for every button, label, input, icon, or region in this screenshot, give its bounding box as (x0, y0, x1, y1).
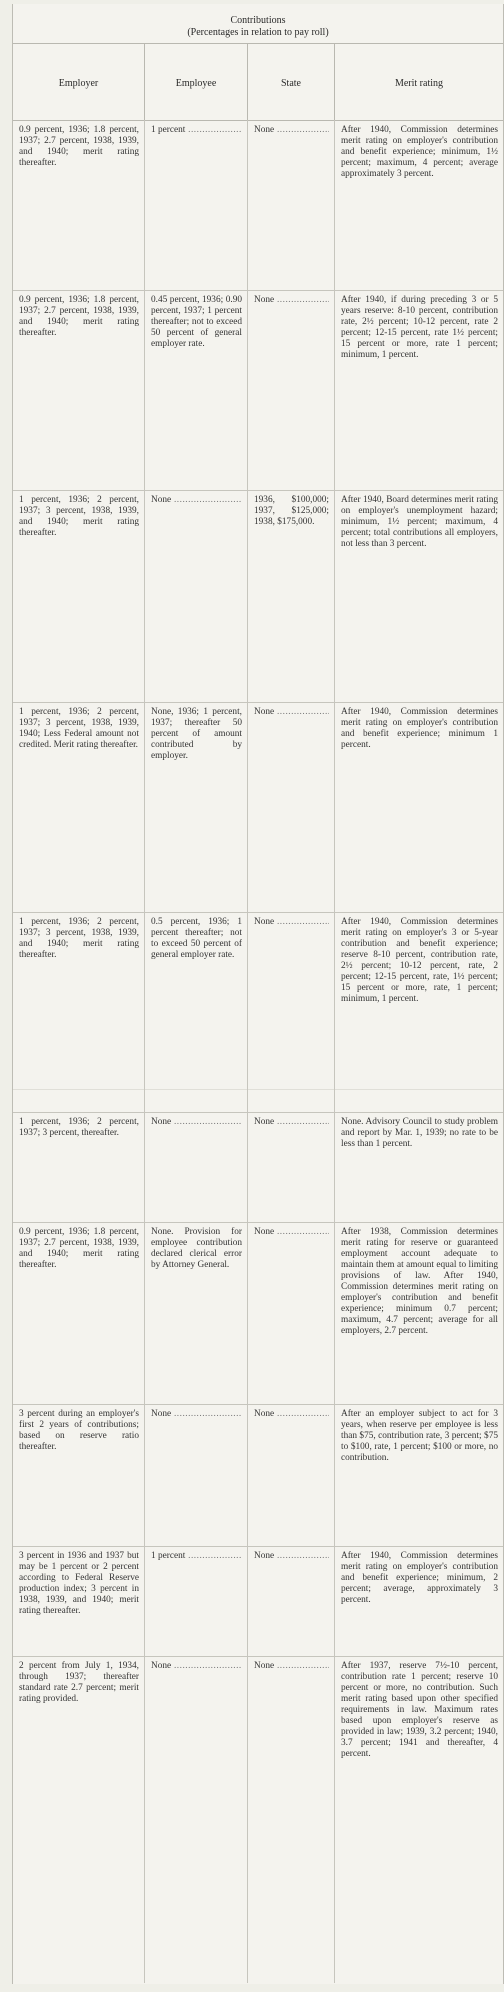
column-header-merit-rating: Merit rating (394, 78, 444, 89)
table-header (13, 44, 503, 121)
employer-cell: 1 percent, 1936; 2 percent, 1937; 3 percent, 1938, 1939, and 1940; merit rating thereafter. (13, 490, 145, 702)
employee-value: 1 percent ..... (151, 1551, 242, 1562)
state-value: None ..... (254, 707, 329, 718)
employee-cell (145, 1656, 248, 1983)
employer-cell: 3 percent during an employer's first 2 years of contributions; based on reserve ratio thereafter. (13, 1404, 145, 1546)
employee-value: None ..... (151, 1117, 242, 1128)
merit-cell: After 1940, if during preceding 3 or 5 years reserve: 8-10 percent, contribution rate, 2½ percent; 10-12 percent, rate 2 percent; 12-15 percent, rate 1½ percent; 15 percent or more, rate 1 percent; minimum, 1 percent. (341, 295, 498, 360)
table-row (13, 290, 503, 491)
table-row (13, 120, 503, 291)
employee-cell (145, 1404, 248, 1546)
merit-cell: After 1938, Commission determines merit rating for reserve or guaranteed employment account adequate to maintain them at amount equal to limiting provisions of law. After 1940, Commission determines merit rating on employer's contribution and benefit experience; minimum 0.7 percent; maximum, 4.7 percent; average for all employers, 2.7 percent. (341, 1227, 498, 1336)
employer-cell: 3 percent in 1936 and 1937 but may be 1 percent or 2 percent according to Federal Reserve production index; 3 percent in 1938, 1939, and 1940; merit rating thereafter. (13, 1546, 145, 1656)
merit-cell: After 1940, Commission determines merit rating on employer's contribution and benefit experience; minimum, 1½ percent; maximum, 4 percent; average approximately 3 percent. (341, 125, 498, 179)
employee-cell (145, 1546, 248, 1656)
state-value: None ..... (254, 1227, 329, 1238)
employer-cell: 1 percent, 1936; 2 percent, 1937; 3 percent, 1938, 1939, 1940; Less Federal amount not credited. Merit rating thereafter. (13, 702, 145, 912)
merit-cell: After 1937, reserve 7½-10 percent, contribution rate 1 percent; reserve 10 percent or more, no contribution. Such merit rating based upon other specified requirements in law. Maximum rates based upon employer's reserve as provided in law; 1939, 3.2 percent; 1940, 3.7 percent; 1941 and thereafter, 4 percent. (341, 1661, 498, 1759)
table-row (13, 1546, 503, 1657)
state-cell (248, 702, 335, 912)
employee-cell (145, 1112, 248, 1222)
document-sheet (12, 4, 504, 1984)
state-value: None ..... (254, 125, 329, 136)
state-cell (248, 1222, 335, 1404)
employee-value: None ..... (151, 495, 242, 506)
employee-cell (145, 120, 248, 290)
state-value: None ..... (254, 1409, 329, 1420)
employee-cell: None, 1936; 1 percent, 1937; thereafter 50 percent of amount contributed by employer. (145, 702, 248, 912)
state-cell (248, 1546, 335, 1656)
employer-cell: 0.9 percent, 1936; 1.8 percent, 1937; 2.7 percent, 1938, 1939, and 1940; merit rating thereafter. (13, 120, 145, 290)
employer-cell: 2 percent from July 1, 1934, through 1937; thereafter standard rate 2.7 percent; merit rating provided. (13, 1656, 145, 1983)
state-value: None ..... (254, 917, 329, 928)
state-cell (248, 912, 335, 1112)
merit-cell: None. Advisory Council to study problem and report by Mar. 1, 1939; no rate to be less than 1 percent. (341, 1117, 498, 1149)
state-value: None ..... (254, 295, 329, 306)
table-title (13, 4, 503, 44)
column-header-employee: Employee (145, 44, 248, 120)
state-cell (248, 120, 335, 290)
table-row (13, 912, 503, 1113)
merit-cell: After an employer subject to act for 3 years, when reserve per employee is less than $75, contribution rate, 3 percent; $75 to $100, rate, 1 percent; $100 or more, no contribution. (341, 1409, 498, 1463)
employee-value: None ..... (151, 1409, 242, 1420)
employer-cell: 0.9 percent, 1936; 1.8 percent, 1937; 2.7 percent, 1938, 1939, and 1940; merit rating thereafter. (13, 290, 145, 490)
merit-cell: After 1940, Commission determines merit rating on employer's contribution and benefit experience; minimum, 2 percent; average, approximately 3 percent. (341, 1551, 498, 1605)
table-row (13, 702, 503, 913)
state-cell (248, 1404, 335, 1546)
table-row (13, 1222, 503, 1405)
table-row (13, 1112, 503, 1223)
state-cell (248, 1112, 335, 1222)
merit-cell: After 1940, Commission determines merit rating on employer's 3 or 5-year contribution and benefit experience; reserve 8-10 percent, contribution rate, 2½ percent; 10-12 percent, rate, 2 percent; 12-15 percent, rate, 1½ percent; 15 percent or more, rate, 1 percent; minimum, 1 percent. (341, 917, 498, 1004)
employee-cell: None. Provision for employee contribution declared clerical error by Attorney General. (145, 1222, 248, 1404)
column-header-state: State (248, 44, 335, 120)
employer-cell: 1 percent, 1936; 2 percent, 1937; 3 percent, thereafter. (13, 1112, 145, 1222)
merit-cell: After 1940, Commission determines merit rating on employer's contribution and benefit experience; minimum 1 percent. (341, 707, 498, 750)
state-value: None ..... (254, 1551, 329, 1562)
state-value: None ..... (254, 1661, 329, 1672)
state-cell (248, 1656, 335, 1983)
title-line-1: Contributions (230, 15, 286, 26)
employee-value: 1 percent ..... (151, 125, 242, 136)
column-header-employer: Employer (13, 44, 145, 120)
employee-cell: 0.45 percent, 1936; 0.90 percent, 1937; 1 percent thereafter; not to exceed 50 percent of general employer rate. (145, 290, 248, 490)
table-row (13, 490, 503, 703)
table-row (13, 1656, 503, 1983)
table-row (13, 1404, 503, 1547)
state-cell: 1936, $100,000; 1937, $125,000; 1938, $175,000. (248, 490, 335, 702)
employer-cell: 0.9 percent, 1936; 1.8 percent, 1937; 2.7 percent, 1938, 1939, and 1940; merit rating thereafter. (13, 1222, 145, 1404)
state-value: None ..... (254, 1117, 329, 1128)
employee-value: None ..... (151, 1661, 242, 1672)
state-cell (248, 290, 335, 490)
employee-cell (145, 490, 248, 702)
merit-cell: After 1940, Board determines merit rating on employer's unemployment hazard; minimum, 1½ percent; maximum, 4 percent; total contributions all employers, not less than 3 percent. (341, 495, 498, 549)
employer-cell: 1 percent, 1936; 2 percent, 1937; 3 percent, 1938, 1939, and 1940; merit rating thereafter. (13, 912, 145, 1112)
title-line-2: (Percentages in relation to pay roll) (187, 27, 329, 38)
employee-cell: 0.5 percent, 1936; 1 percent thereafter; not to exceed 50 percent of general employer rate. (145, 912, 248, 1112)
